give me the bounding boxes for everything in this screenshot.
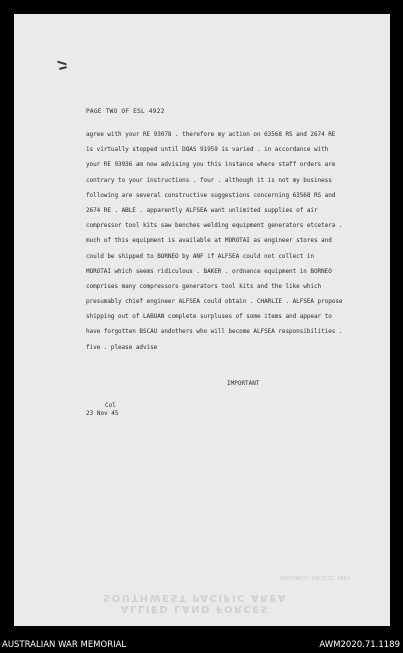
bleed-through-text: SOUTHWEST PACIFIC AREA [103, 592, 287, 603]
message-body [86, 127, 386, 355]
accession-number: AWM2020.71.1189 [319, 640, 400, 650]
faint-stamp: SOUTHWEST PACIFIC AREA [280, 577, 351, 582]
body-line: comprises many compressors generators tool kits and the like which [86, 282, 322, 290]
signature-rank: Col [105, 402, 116, 409]
body-line: MOROTAI which seems ridiculous . BAKER . ordnance equipment in BORNEO [86, 267, 332, 275]
body-line: contrary to your instructions . four . although it is not my business [86, 176, 332, 184]
body-line: your RE 93936 am now advising you this instance where staff orders are [86, 161, 336, 169]
body-line: 2674 RE . ABLE . apparently ALFSEA want unlimited supplies of air [86, 206, 318, 214]
body-line: five . please advise [86, 343, 158, 351]
archive-footer [0, 637, 403, 653]
body-line: have forgotten BSCAU andothers who will become ALFSEA responsibilities . [86, 328, 343, 336]
punch-mark [55, 60, 71, 74]
body-line: following are several constructive suggestions concerning 63568 RS and [86, 191, 336, 199]
body-line: much of this equipment is available at MOROTAI as engineer stores and [86, 237, 332, 245]
body-line: is virtually stopped until DOAS 91959 is varied . in accordance with [86, 146, 329, 154]
classification-label: IMPORTANT [227, 380, 260, 387]
bleed-through-text: ALLIED LAND FORCES [120, 603, 270, 614]
body-line: shipping out of LABUAN complete surpluses of some items and appear to [86, 313, 332, 321]
body-line: presumably chief engineer ALFSEA could obtain . CHARLIE . ALFSEA propose [86, 298, 343, 306]
body-line: could be shipped to BORNEO by ANF if ALFSEA could not collect in [86, 252, 314, 260]
page-header: PAGE TWO OF ESL 4922 [86, 108, 165, 115]
signature-date: 23 Nov 45 [86, 410, 119, 417]
body-line: agree with your RE 93078 . therefore my action on 63568 RS and 2674 RE [86, 131, 336, 138]
body-line: compressor tool kits saw benches welding equipment generators etcetera . [86, 222, 343, 230]
archive-name: AUSTRALIAN WAR MEMORIAL [2, 640, 127, 650]
